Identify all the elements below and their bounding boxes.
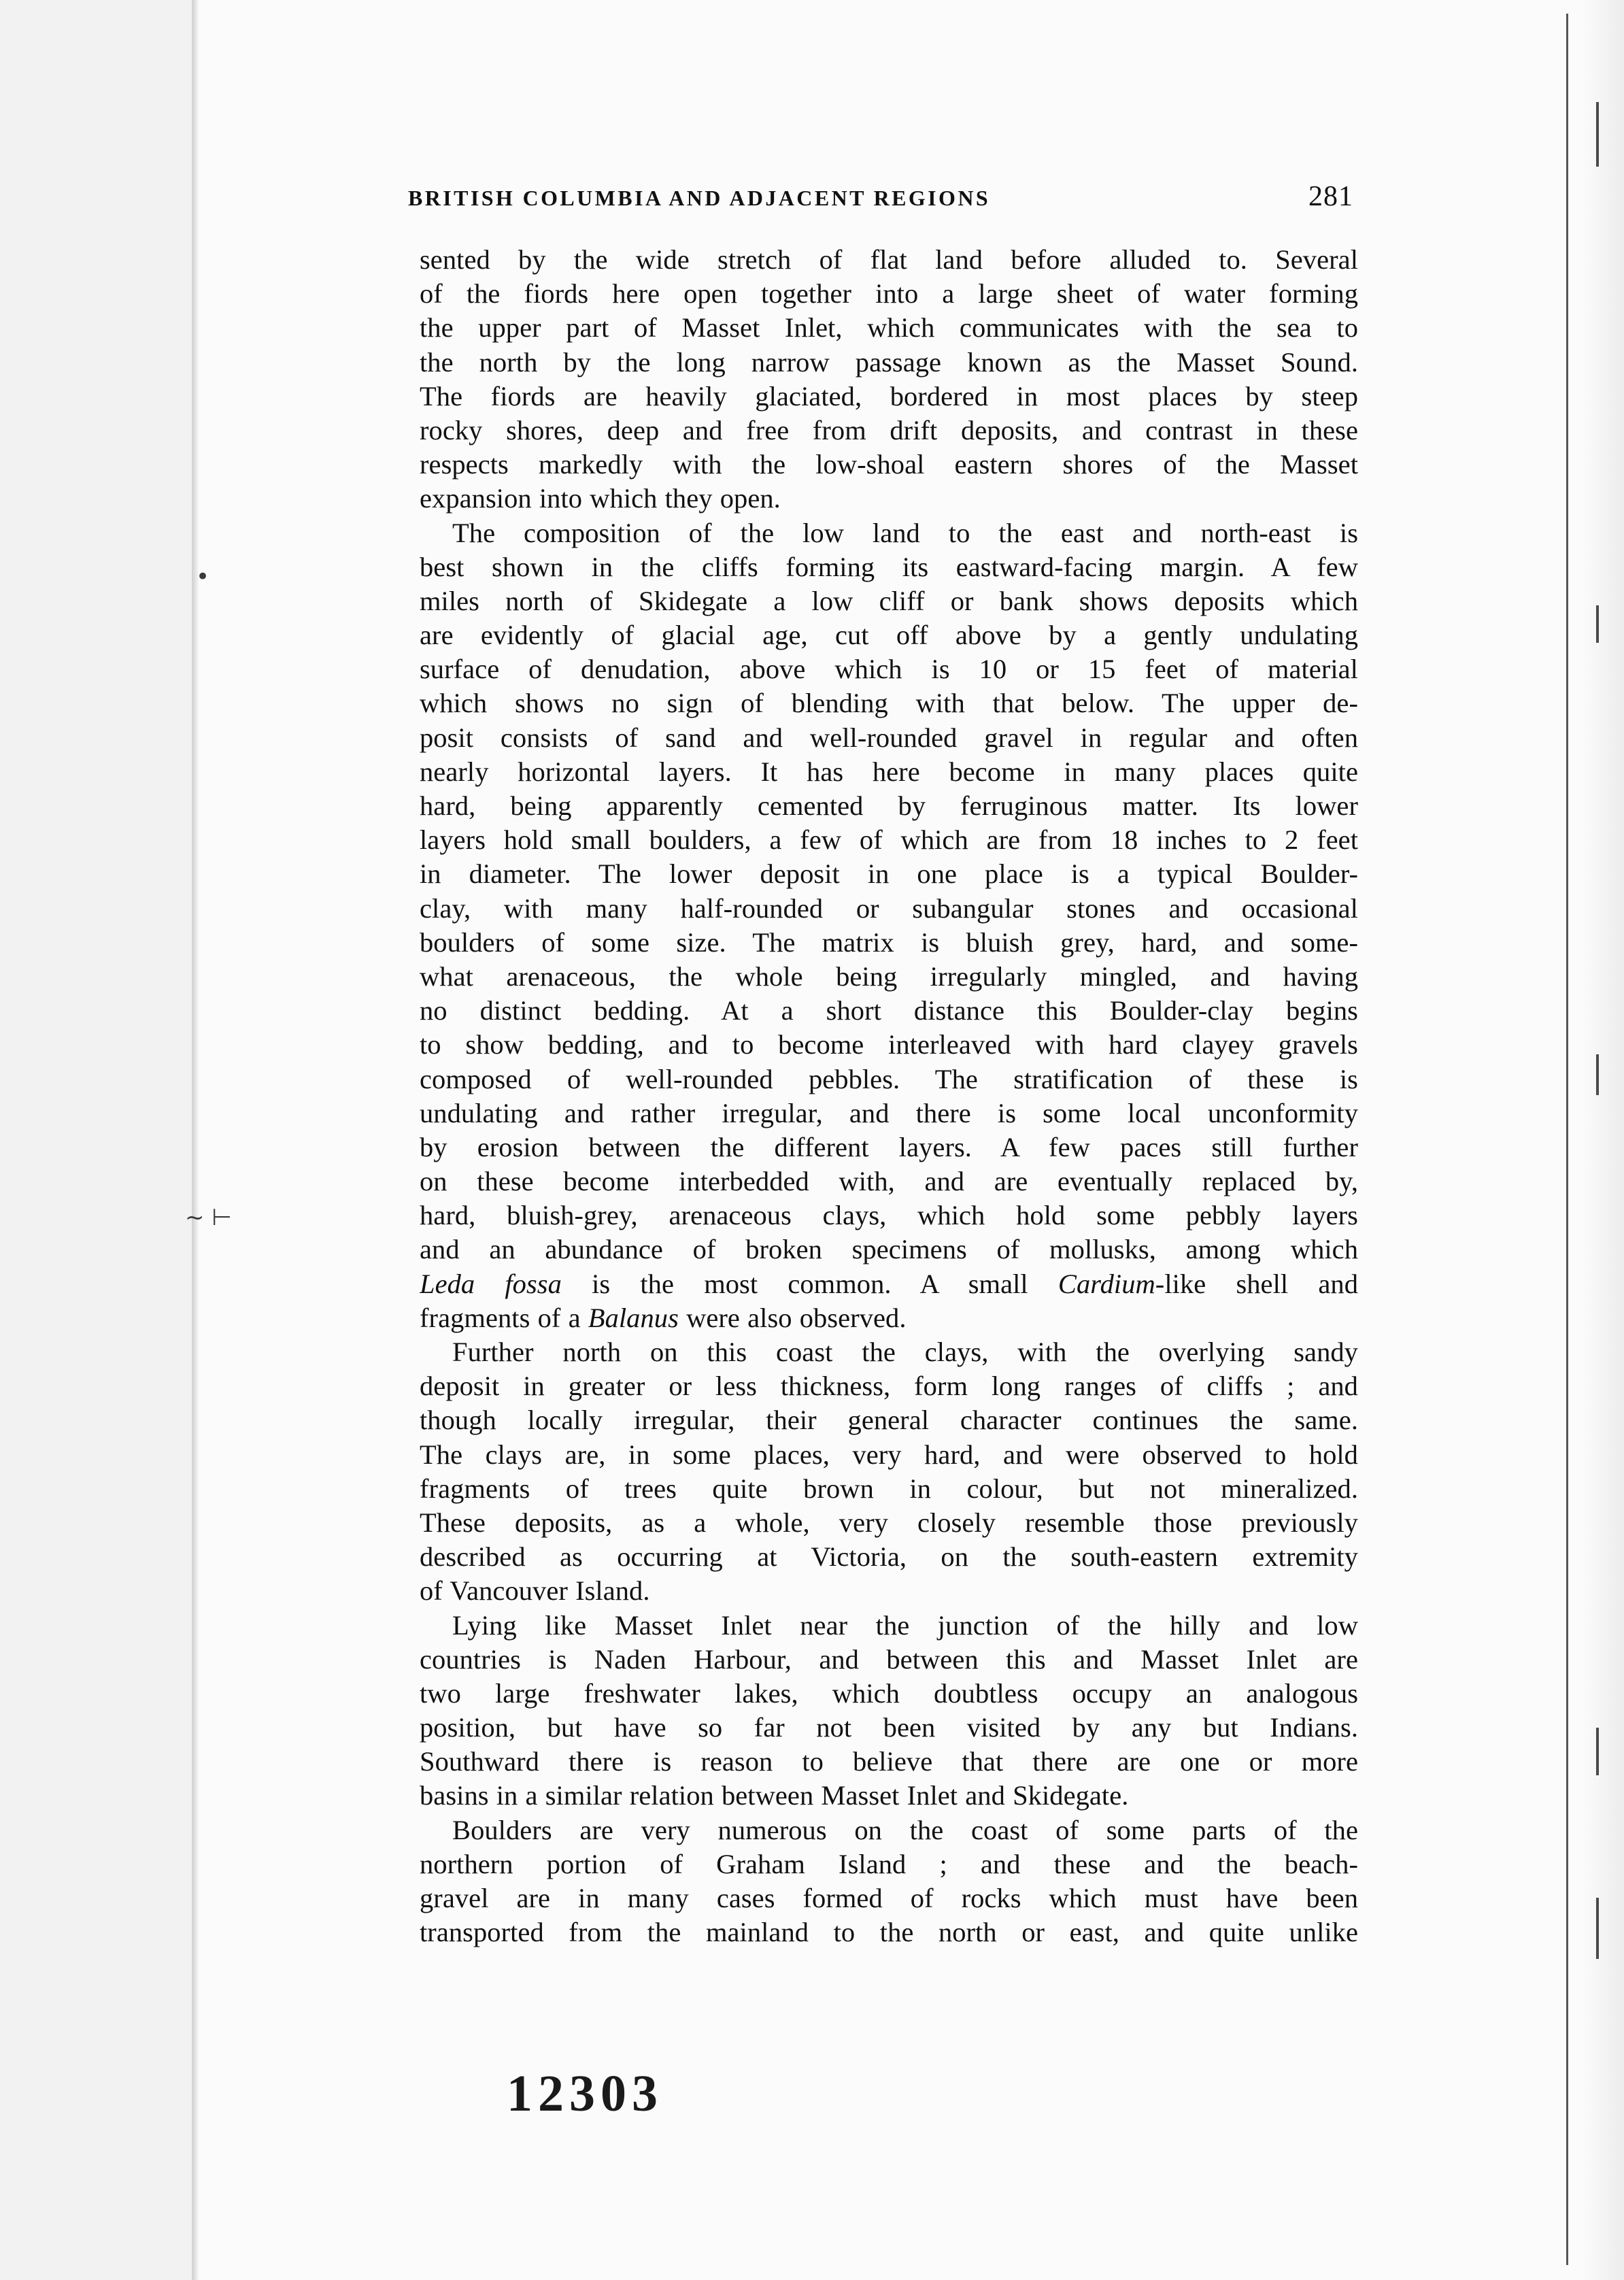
text-line: clay, with many half-rounded or subangular stones and occasional — [420, 892, 1358, 924]
text-line: The fiords are heavily glaciated, bordered in most places by steep — [420, 380, 1358, 412]
text-line: The clays are, in some places, very hard, and were observed to hold — [420, 1439, 1358, 1470]
page-number: 281 — [1308, 181, 1353, 212]
text-line: boulders of some size. The matrix is bluish grey, hard, and some- — [420, 926, 1358, 958]
text-line: basins in a similar relation between Masset Inlet and Skidegate. — [420, 1780, 1129, 1811]
text-line: layers hold small boulders, a few of which are from 18 inches to 2 feet — [420, 824, 1358, 856]
text-line: hard, being apparently cemented by ferruginous matter. Its lower — [420, 790, 1358, 821]
text-line: Further north on this coast the clays, with the overlying sandy — [452, 1337, 1358, 1367]
paragraph — [420, 516, 1358, 1336]
text-line: nearly horizontal layers. It has here become in many places quite — [420, 756, 1358, 787]
text-line: though locally irregular, their general character continues the same. — [420, 1405, 1358, 1436]
text-line: These deposits, as a whole, very closely resemble those previously — [420, 1507, 1358, 1538]
text-line — [420, 1301, 1358, 1335]
text-line: the upper part of Masset Inlet, which communicates with the sea to — [420, 312, 1358, 343]
facing-page-margin — [0, 0, 192, 2280]
text-line: described as occurring at Victoria, on the south-eastern extremity — [420, 1541, 1358, 1573]
text-line: hard, bluish-grey, arenaceous clays, which hold some pebbly layers — [420, 1200, 1358, 1231]
text-line: respects markedly with the low-shoal eastern shores of the Masset — [420, 449, 1358, 480]
text-line: gravel are in many cases formed of rocks which must have been — [420, 1883, 1358, 1913]
text-line: of the fiords here open together into a large sheet of water forming — [420, 278, 1358, 309]
text-line: and an abundance of broken specimens of mollusks, among which — [420, 1234, 1358, 1265]
text-line: Lying like Masset Inlet near the junction of the hilly and low — [452, 1609, 1358, 1641]
edge-mark — [1596, 102, 1599, 167]
page-edge-rule — [1566, 14, 1568, 2265]
page-right-edge — [1583, 0, 1624, 2280]
text-line: which shows no sign of blending with that below. The upper de- — [420, 688, 1358, 719]
text-line: The composition of the low land to the east and north-east is — [452, 517, 1358, 548]
text-line: expansion into which they open. — [420, 483, 781, 514]
text-run: were also observed. — [678, 1302, 907, 1333]
text-line: no distinct bedding. At a short distance this Boulder-clay begins — [420, 995, 1358, 1026]
text-line: composed of well-rounded pebbles. The stratification of these is — [420, 1063, 1358, 1094]
text-line: of Vancouver Island. — [420, 1575, 650, 1607]
text-line: northern portion of Graham Island ; and these and the beach- — [420, 1848, 1358, 1879]
text-run: fragments of a — [420, 1302, 588, 1333]
text-line: are evidently of glacial age, cut off above by a gently undulating — [420, 620, 1358, 651]
accession-stamp: 12303 — [507, 2065, 663, 2122]
text-line: posit consists of sand and well-rounded gravel in regular and often — [420, 722, 1358, 753]
text-line: best shown in the cliffs forming its eastward-facing margin. A few — [420, 551, 1358, 582]
edge-mark — [1596, 1054, 1599, 1095]
text-line: to show bedding, and to become interleaved with hard clayey gravels — [420, 1029, 1358, 1060]
edge-mark — [1596, 1728, 1599, 1775]
running-head — [408, 180, 1353, 214]
text-run: is the most common. A small — [561, 1268, 1058, 1299]
italic-taxon: Balanus — [588, 1302, 679, 1333]
paragraph — [420, 243, 1358, 516]
text-line: on these become interbedded with, and are eventually replaced by, — [420, 1166, 1358, 1197]
italic-taxon: Cardium — [1058, 1268, 1155, 1299]
text-line: rocky shores, deep and free from drift deposits, and contrast in these — [420, 414, 1358, 446]
running-title: BRITISH COLUMBIA AND ADJACENT REGIONS — [408, 186, 991, 210]
paragraph — [420, 1813, 1358, 1950]
text-line: by erosion between the different layers. A few paces still further — [420, 1131, 1358, 1162]
text-line: countries is Naden Harbour, and between this and Masset Inlet are — [420, 1643, 1358, 1675]
book-fold — [192, 0, 199, 2280]
text-line: fragments of trees quite brown in colour, but not mineralized. — [420, 1473, 1358, 1504]
margin-mark: • — [196, 563, 210, 590]
text-line — [420, 1267, 1358, 1301]
margin-mark: ~ ⊢ — [185, 1204, 232, 1231]
text-run: -like shell and — [1155, 1268, 1358, 1299]
edge-mark — [1596, 1898, 1599, 1959]
text-line: what arenaceous, the whole being irregularly mingled, and having — [420, 960, 1358, 992]
body-text — [420, 243, 1358, 1949]
text-line: position, but have so far not been visited by any but Indians. — [420, 1712, 1358, 1743]
text-line: undulating and rather irregular, and there is some local unconformity — [420, 1097, 1358, 1128]
paragraph — [420, 1335, 1358, 1609]
text-line: surface of denudation, above which is 10 or 15 feet of material — [420, 654, 1358, 685]
italic-taxon: Leda fossa — [420, 1268, 562, 1299]
text-line: Boulders are very numerous on the coast of some parts of the — [452, 1814, 1358, 1845]
text-line: transported from the mainland to the north or east, and quite unlike — [420, 1917, 1358, 1948]
paragraph — [420, 1609, 1358, 1813]
text-line: the north by the long narrow passage known as the Masset Sound. — [420, 346, 1358, 378]
text-line: miles north of Skidegate a low cliff or bank shows deposits which — [420, 585, 1358, 616]
text-line: Southward there is reason to believe that there are one or more — [420, 1746, 1358, 1777]
edge-mark — [1596, 605, 1599, 643]
text-line: in diameter. The lower deposit in one place is a typical Boulder- — [420, 858, 1358, 890]
text-line: sented by the wide stretch of flat land before alluded to. Several — [420, 244, 1358, 275]
text-line: deposit in greater or less thickness, form long ranges of cliffs ; and — [420, 1371, 1358, 1402]
text-line: two large freshwater lakes, which doubtless occupy an analogous — [420, 1677, 1358, 1709]
